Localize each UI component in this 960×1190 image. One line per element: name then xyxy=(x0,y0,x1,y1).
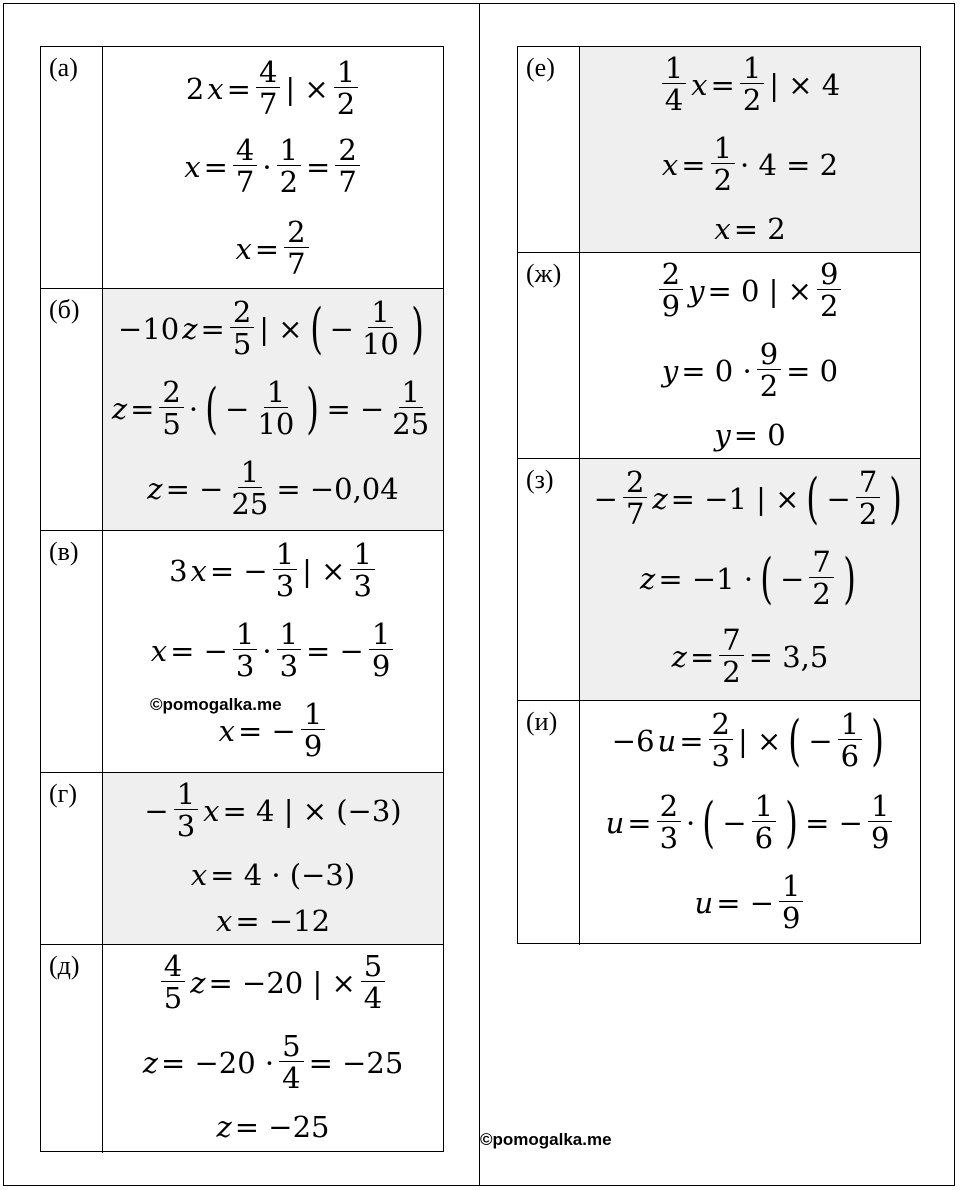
numerator: 1 xyxy=(740,53,764,84)
math-text: = xyxy=(200,311,225,346)
problem-label: (з) xyxy=(518,459,580,700)
problem-z xyxy=(518,459,920,701)
solution-cell xyxy=(103,945,443,1153)
fraction xyxy=(174,779,198,844)
math-text: · xyxy=(188,391,199,426)
watermark: ©pomogalka.me xyxy=(150,695,282,714)
denominator: 3 xyxy=(176,809,196,844)
math-text: = −1 | × xyxy=(670,481,800,516)
math-text: = − xyxy=(209,553,268,588)
fraction xyxy=(709,709,733,774)
fraction xyxy=(279,1031,303,1096)
variable: y xyxy=(661,353,679,388)
numerator: 2 xyxy=(709,709,733,740)
math-text: = − xyxy=(170,633,228,668)
parenthesis: ( xyxy=(788,709,802,773)
denominator: 2 xyxy=(722,655,741,690)
equation-line-1 xyxy=(580,709,920,774)
problem-label: (г) xyxy=(41,773,103,944)
equation-line-2 xyxy=(580,547,920,612)
variable: x xyxy=(714,212,731,246)
denominator: 2 xyxy=(812,577,831,612)
fraction xyxy=(659,259,683,324)
numerator: 1 xyxy=(334,57,358,88)
equation-line-3 xyxy=(103,1110,443,1144)
variable: z xyxy=(142,1045,158,1080)
math-text: −6 xyxy=(611,723,655,758)
problem-d xyxy=(41,945,443,1153)
denominator: 9 xyxy=(870,821,890,856)
denominator: 3 xyxy=(275,569,295,604)
parenthesis: ( xyxy=(309,297,323,361)
numerator: 1 xyxy=(369,619,393,650)
numerator: 1 xyxy=(868,791,892,822)
equation-line-3 xyxy=(580,418,920,452)
fraction xyxy=(301,699,325,764)
solution-cell xyxy=(580,253,920,458)
math-text: 3 xyxy=(169,553,188,588)
math-text: | × 4 xyxy=(769,67,841,102)
math-text: = xyxy=(681,147,706,182)
variable: z xyxy=(182,311,198,346)
variable: x xyxy=(235,231,252,266)
problem-a xyxy=(41,47,443,289)
variable: x xyxy=(218,713,236,748)
math-text: = xyxy=(710,67,735,102)
numerator: 2 xyxy=(659,259,683,290)
numerator: 2 xyxy=(657,791,681,822)
denominator: 9 xyxy=(371,649,391,684)
variable: x xyxy=(190,858,208,892)
math-text: = 2 xyxy=(733,212,786,246)
fraction xyxy=(256,57,280,122)
math-text: = xyxy=(130,391,155,426)
numerator: 7 xyxy=(809,547,833,578)
problem-label: (и) xyxy=(518,701,580,945)
fraction xyxy=(228,457,271,522)
equation-line-3 xyxy=(103,217,443,282)
variable: x xyxy=(150,633,168,668)
equation-line-1 xyxy=(103,951,443,1016)
equation-line-2 xyxy=(103,377,443,442)
math-text: −10 xyxy=(118,311,180,346)
math-text: = −25 xyxy=(234,1110,330,1144)
denominator: 4 xyxy=(363,981,383,1016)
denominator: 5 xyxy=(163,981,183,1016)
equation-line-1 xyxy=(103,297,443,362)
fraction xyxy=(757,339,781,404)
problem-label: (а) xyxy=(41,47,103,288)
denominator: 5 xyxy=(162,407,181,442)
equation-line-2 xyxy=(103,135,443,200)
variable: u xyxy=(657,723,677,758)
solution-cell xyxy=(103,531,443,772)
denominator: 2 xyxy=(713,163,733,198)
equation-line-3 xyxy=(580,871,920,936)
math-text: = − xyxy=(326,391,385,426)
fraction xyxy=(359,297,402,362)
numerator: 2 xyxy=(335,135,359,166)
denominator: 3 xyxy=(711,739,730,774)
parenthesis: ) xyxy=(306,377,320,441)
fraction xyxy=(369,619,393,684)
numerator: 5 xyxy=(361,951,385,982)
variable: z xyxy=(652,481,668,516)
numerator: 4 xyxy=(233,135,257,166)
equation-line-1 xyxy=(580,259,920,324)
right-solutions-table xyxy=(517,46,921,944)
fraction xyxy=(662,53,686,118)
variable: y xyxy=(714,418,731,452)
fraction xyxy=(230,297,254,362)
problem-g xyxy=(41,773,443,945)
math-text: − xyxy=(780,561,805,596)
denominator: 9 xyxy=(661,289,681,324)
math-text: − xyxy=(144,793,169,828)
variable: z xyxy=(216,1110,232,1144)
equation-line-1 xyxy=(103,57,443,122)
fraction xyxy=(809,547,833,612)
equation-line-3 xyxy=(103,457,443,522)
numerator: 1 xyxy=(368,297,392,328)
equation-line-1 xyxy=(580,467,920,532)
math-text: − xyxy=(593,481,618,516)
math-text: = −0,04 xyxy=(276,471,399,506)
numerator: 1 xyxy=(752,791,776,822)
fraction xyxy=(657,791,681,856)
fraction xyxy=(361,951,385,1016)
parenthesis: ) xyxy=(785,791,798,855)
equation-line-2 xyxy=(103,619,443,684)
variable: u xyxy=(605,805,625,840)
numerator: 1 xyxy=(399,377,423,408)
denominator: 9 xyxy=(303,729,323,764)
numerator: 1 xyxy=(277,619,301,650)
variable: x xyxy=(215,904,233,938)
fraction xyxy=(233,135,257,200)
variable: z xyxy=(147,471,163,506)
denominator: 7 xyxy=(235,165,255,200)
variable: z xyxy=(671,639,687,674)
denominator: 2 xyxy=(819,289,839,324)
numerator: 1 xyxy=(838,709,862,740)
equation-line-1 xyxy=(103,779,443,844)
math-text: · xyxy=(262,633,272,668)
denominator: 2 xyxy=(279,165,299,200)
variable: x xyxy=(190,553,207,588)
parenthesis: ( xyxy=(806,467,820,531)
math-text: − xyxy=(225,391,250,426)
fraction xyxy=(350,539,374,604)
numerator: 1 xyxy=(662,53,686,84)
fraction xyxy=(334,57,358,122)
numerator: 1 xyxy=(273,539,297,570)
math-text: = xyxy=(203,149,228,184)
variable: z xyxy=(190,965,206,1000)
math-text: = 0 | × xyxy=(707,273,812,308)
numerator: 1 xyxy=(174,779,198,810)
parenthesis: ( xyxy=(702,791,716,855)
variable: x xyxy=(691,67,708,102)
math-text: | × xyxy=(285,71,329,106)
problem-label: (б) xyxy=(41,289,103,530)
denominator: 25 xyxy=(392,407,430,442)
solution-cell xyxy=(580,701,920,945)
equation-line-2 xyxy=(580,791,920,856)
variable: z xyxy=(640,561,656,596)
math-text: = 4 · (−3) xyxy=(210,858,356,892)
parenthesis: ( xyxy=(205,377,218,441)
problem-label: (д) xyxy=(41,945,103,1153)
math-text: − xyxy=(808,723,833,758)
fraction xyxy=(277,619,301,684)
numerator: 9 xyxy=(757,339,781,370)
math-text: | × xyxy=(302,553,346,588)
equation-line-2 xyxy=(580,133,920,198)
numerator: 7 xyxy=(856,467,880,498)
denominator: 3 xyxy=(235,649,255,684)
math-text: = − xyxy=(165,471,224,506)
fraction xyxy=(740,53,764,118)
math-text: = −20 · xyxy=(160,1045,275,1080)
denominator: 6 xyxy=(840,739,860,774)
math-text: 2 xyxy=(185,71,205,106)
fraction xyxy=(161,951,185,1016)
math-text: · 4 = 2 xyxy=(740,147,839,182)
column-divider xyxy=(479,3,480,1186)
variable: x xyxy=(661,147,679,182)
math-text: = 0 xyxy=(733,418,786,452)
parenthesis: ) xyxy=(871,709,884,773)
solution-cell xyxy=(580,459,920,700)
parenthesis: ) xyxy=(411,297,424,361)
numerator: 9 xyxy=(817,259,841,290)
denominator: 2 xyxy=(742,83,762,118)
parenthesis: ( xyxy=(760,547,773,611)
numerator: 2 xyxy=(230,297,254,328)
math-text: = 4 | × (−3) xyxy=(222,793,402,828)
equation-line-2 xyxy=(103,858,443,892)
variable: z xyxy=(111,391,128,426)
math-text: = − xyxy=(238,713,296,748)
math-text: − xyxy=(722,805,747,840)
denominator: 3 xyxy=(279,649,299,684)
denominator: 3 xyxy=(353,569,372,604)
math-text: = − xyxy=(716,885,775,920)
math-text: = −1 · xyxy=(658,561,754,596)
solution-cell xyxy=(103,773,443,944)
math-text: = −12 xyxy=(235,904,331,938)
math-text: = xyxy=(306,149,331,184)
equation-line-1 xyxy=(580,53,920,118)
fraction xyxy=(711,133,735,198)
math-text: = −20 | × xyxy=(208,965,356,1000)
variable: x xyxy=(203,793,220,828)
numerator: 1 xyxy=(233,619,257,650)
numerator: 2 xyxy=(623,467,647,498)
fraction xyxy=(335,135,359,200)
fraction xyxy=(817,259,841,324)
math-text: = 3,5 xyxy=(748,639,829,674)
math-text: = xyxy=(226,71,251,106)
math-text: = 0 · xyxy=(681,353,752,388)
variable: u xyxy=(694,885,714,920)
fraction xyxy=(277,135,301,200)
variable: y xyxy=(688,273,705,308)
problem-v xyxy=(41,531,443,773)
math-text: | × xyxy=(737,723,782,758)
fraction xyxy=(868,791,892,856)
left-solutions-table xyxy=(40,46,444,1152)
problem-label: (в) xyxy=(41,531,103,772)
solution-cell xyxy=(103,289,443,530)
numerator: 4 xyxy=(161,951,185,982)
denominator: 7 xyxy=(287,247,306,282)
numerator: 1 xyxy=(264,377,288,408)
problem-label: (ж) xyxy=(518,253,580,458)
numerator: 1 xyxy=(350,539,374,570)
math-text: − xyxy=(826,481,851,516)
fraction xyxy=(233,619,257,684)
fraction xyxy=(719,625,743,690)
denominator: 4 xyxy=(282,1061,301,1096)
solution-cell xyxy=(103,47,443,288)
fraction xyxy=(623,467,647,532)
denominator: 10 xyxy=(361,327,399,362)
denominator: 9 xyxy=(782,901,801,936)
problem-b xyxy=(41,289,443,531)
equation-line-1 xyxy=(103,539,443,604)
problem-e xyxy=(518,47,920,253)
numerator: 4 xyxy=(256,57,280,88)
denominator: 6 xyxy=(754,821,774,856)
fraction xyxy=(159,377,183,442)
math-text: = 0 xyxy=(786,353,839,388)
numerator: 2 xyxy=(159,377,183,408)
equation-line-2 xyxy=(580,339,920,404)
math-text: = xyxy=(254,231,280,266)
math-text: = − xyxy=(805,805,863,840)
fraction xyxy=(284,217,308,282)
numerator: 1 xyxy=(238,457,262,488)
variable: x xyxy=(184,149,201,184)
equation-line-3 xyxy=(580,212,920,246)
denominator: 7 xyxy=(625,497,645,532)
math-text: − xyxy=(329,311,354,346)
denominator: 7 xyxy=(338,165,357,200)
numerator: 1 xyxy=(277,135,301,166)
problem-zh xyxy=(518,253,920,459)
parenthesis: ) xyxy=(889,467,903,531)
math-text: = − xyxy=(306,633,364,668)
watermark: ©pomogalka.me xyxy=(480,1130,612,1149)
math-text: | × xyxy=(259,311,303,346)
denominator: 5 xyxy=(232,327,252,362)
fraction xyxy=(254,377,297,442)
equation-line-2 xyxy=(103,1031,443,1096)
denominator: 25 xyxy=(231,487,269,522)
denominator: 7 xyxy=(258,87,278,122)
equation-line-3 xyxy=(103,904,443,938)
fraction xyxy=(752,791,776,856)
math-text: = xyxy=(627,805,652,840)
solution-cell xyxy=(580,47,920,252)
numerator: 1 xyxy=(779,871,803,902)
denominator: 2 xyxy=(759,369,779,404)
numerator: 1 xyxy=(711,133,735,164)
fraction xyxy=(838,709,862,774)
numerator: 2 xyxy=(284,217,308,248)
parenthesis: ) xyxy=(843,547,856,611)
math-text: = xyxy=(689,639,715,674)
equation-line-3 xyxy=(580,625,920,690)
math-text: · xyxy=(262,149,272,184)
problem-i xyxy=(518,701,920,945)
denominator: 3 xyxy=(659,821,679,856)
numerator: 5 xyxy=(279,1031,303,1062)
denominator: 10 xyxy=(257,407,295,442)
denominator: 2 xyxy=(336,87,356,122)
denominator: 4 xyxy=(664,83,684,118)
numerator: 1 xyxy=(301,699,325,730)
problem-label: (е) xyxy=(518,47,580,252)
math-text: = −25 xyxy=(308,1045,404,1080)
math-text: = xyxy=(679,723,704,758)
fraction xyxy=(856,467,880,532)
math-text: · xyxy=(686,805,696,840)
numerator: 7 xyxy=(719,625,743,656)
fraction xyxy=(389,377,432,442)
denominator: 2 xyxy=(858,497,878,532)
variable: x xyxy=(207,71,224,106)
fraction xyxy=(779,871,803,936)
fraction xyxy=(273,539,297,604)
